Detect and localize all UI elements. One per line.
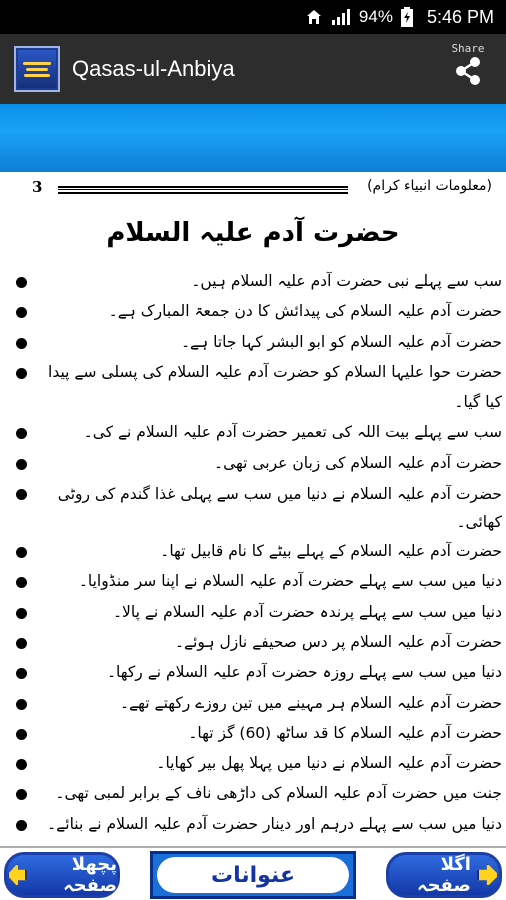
bullet <box>16 459 27 470</box>
home-icon <box>305 8 323 26</box>
fact-list <box>12 266 502 839</box>
bullet <box>16 307 27 318</box>
bullet <box>16 547 27 558</box>
list-item <box>12 296 502 326</box>
bullet <box>16 699 27 710</box>
share-label: Share <box>451 42 485 55</box>
arrow-right-icon <box>477 863 499 887</box>
fact-text: حضرت آدم علیہ السلام کو ابو البشر کہا جاتا ہے۔ <box>180 332 502 351</box>
fact-text: حضرت آدم علیہ السلام پر دس صحیفے نازل ہوئے۔ <box>174 632 502 651</box>
fact-text: سب سے پہلے نبی حضرت آدم علیہ السلام ہیں۔ <box>191 272 502 290</box>
header-rule <box>58 186 348 194</box>
status-bar <box>0 0 506 34</box>
bullet <box>16 668 27 679</box>
fact-text: دنیا میں سب سے پہلے درہم اور دینار حضرت آدم علیہ السلام نے بنائے۔ <box>47 814 502 833</box>
list-item <box>12 657 502 687</box>
list-item <box>12 627 502 657</box>
chapter-title: حضرت آدم علیہ السلام <box>106 218 400 248</box>
signal-icon <box>331 8 351 26</box>
fact-text: دنیا میں سب سے پہلے روزہ حضرت آدم علیہ السلام نے رکھا۔ <box>106 663 502 682</box>
app-logo-icon <box>14 46 60 92</box>
bullet <box>16 789 27 800</box>
bottom-nav <box>0 846 506 900</box>
list-item <box>12 748 502 778</box>
bullet <box>16 338 27 349</box>
next-page-label: اگلا صفحہ <box>417 854 471 896</box>
fact-text: دنیا میں سب سے پہلے حضرت آدم علیہ السلام نے اپنا سر منڈوایا۔ <box>78 572 502 591</box>
previous-page-button[interactable] <box>4 852 120 898</box>
fact-text: جنت میں حضرت آدم علیہ السلام کی داڑھی ناف کے برابر لمبی تھی۔ <box>55 784 502 803</box>
list-item <box>12 357 502 418</box>
list-item <box>12 478 502 536</box>
list-item <box>12 327 502 357</box>
bullet <box>16 729 27 740</box>
fact-text: سب سے پہلے بیت اللہ کی تعمیر حضرت آدم علیہ السلام نے کی۔ <box>83 423 502 442</box>
fact-text: دنیا میں سب سے پہلے پرندہ حضرت آدم علیہ السلام نے پالا۔ <box>112 602 502 621</box>
toc-label: عنوانات <box>157 857 349 893</box>
list-item <box>12 566 502 596</box>
fact-text: حضرت آدم علیہ السلام کی زبان عربی تھی۔ <box>214 453 502 472</box>
share-button[interactable] <box>446 42 490 96</box>
bullet <box>16 577 27 588</box>
fact-text: حضرت آدم علیہ السلام نے دنیا میں سب سے پہلی غذا گندم کی روٹی کھائی۔ <box>57 485 502 532</box>
fact-text: حضرت آدم علیہ السلام کا قد ساٹھ (60) گز تھا۔ <box>188 723 502 742</box>
status-time: 5:46 PM <box>426 6 494 27</box>
list-item <box>12 266 502 296</box>
list-item <box>12 718 502 748</box>
list-item <box>12 778 502 808</box>
bullet <box>16 368 27 379</box>
list-item <box>12 597 502 627</box>
share-icon <box>453 55 483 87</box>
page-number: 3 <box>32 178 43 196</box>
bullet <box>16 759 27 770</box>
bullet <box>16 428 27 439</box>
app-title: Qasas-ul-Anbiya <box>72 56 235 81</box>
bullet <box>16 489 27 500</box>
banner <box>0 104 506 172</box>
action-bar <box>0 34 506 104</box>
battery-percent: 94% <box>358 7 393 26</box>
page-header-title: (معلومات انبیاء کرام) <box>367 178 492 194</box>
fact-text: حضرت حوا علیہا السلام کو حضرت آدم علیہ السلام کی پسلی سے پیدا کیا گیا۔ <box>48 362 502 412</box>
list-item <box>12 536 502 566</box>
bullet <box>16 638 27 649</box>
fact-text: حضرت آدم علیہ السلام کے پہلے بیٹے کا نام قابیل تھا۔ <box>160 542 502 561</box>
arrow-left-icon <box>7 863 27 887</box>
page-header <box>0 178 506 202</box>
fact-text: حضرت آدم علیہ السلام کی پیدائش کا دن جمعۃ المبارک ہے۔ <box>108 302 502 321</box>
table-of-contents-button[interactable] <box>150 851 356 899</box>
fact-text: حضرت آدم علیہ السلام ہر مہینے میں تین روزے رکھتے تھے۔ <box>119 693 502 712</box>
list-item <box>12 688 502 718</box>
book-page[interactable] <box>0 172 506 846</box>
bullet <box>16 277 27 288</box>
next-page-button[interactable] <box>386 852 502 898</box>
previous-page-label: پچھلا صفحہ <box>63 854 117 896</box>
bullet <box>16 820 27 831</box>
bullet <box>16 608 27 619</box>
list-item <box>12 809 502 839</box>
fact-text: حضرت آدم علیہ السلام نے دنیا میں پہلا پھل بیر کھایا۔ <box>156 754 502 773</box>
battery-icon <box>401 7 413 27</box>
list-item <box>12 448 502 478</box>
list-item <box>12 417 502 447</box>
